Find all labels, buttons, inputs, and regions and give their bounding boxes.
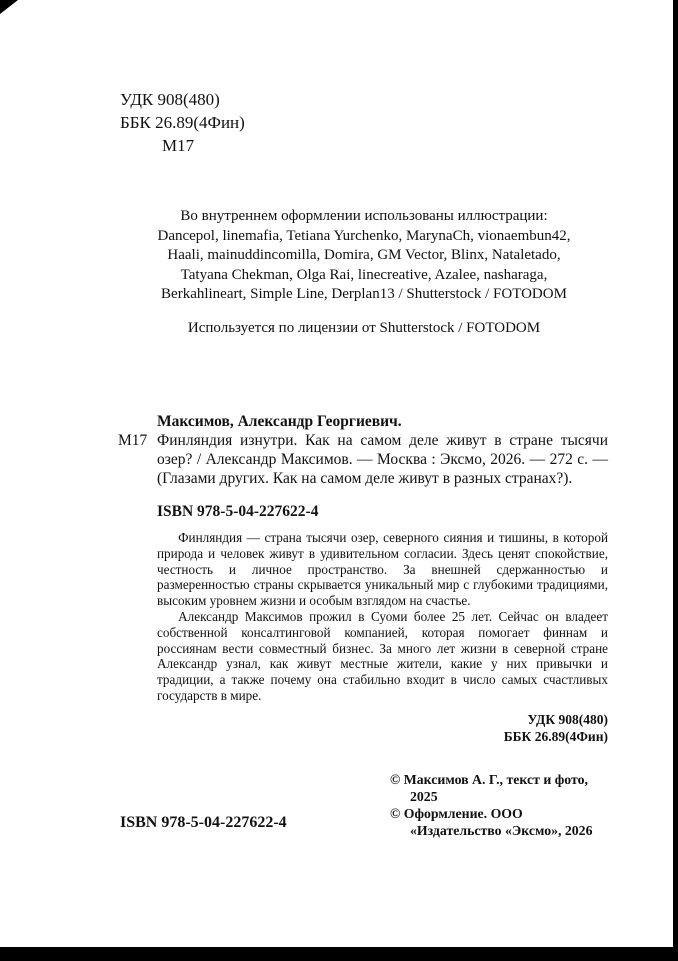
copyright-line: © Максимов А. Г., текст и фото, 2025: [390, 771, 588, 804]
bbk-code-bottom: ББК 26.89(4Фин): [503, 728, 608, 744]
catalog-author: Максимов, Александр Георгиевич.: [157, 413, 402, 430]
credits-line: Dancepol, linemafia, Tetiana Yurchenko, MarynaCh, vionaembun42,: [157, 227, 571, 244]
udk-code-bottom: УДК 908(480): [527, 711, 608, 727]
scan-edge-bottom: [0, 947, 678, 961]
scan-edge-right: [673, 0, 678, 961]
credits-heading: Во внутреннем оформлении использованы иллюстрации:: [180, 208, 548, 224]
catalog-isbn-text: ISBN 978-5-04-227622-4: [157, 503, 319, 520]
copyright-line: © Оформление. ООО «Издательство «Эксмо», 2026: [390, 805, 593, 838]
page-content: [120, 88, 608, 839]
scan-edge-top-left: [0, 0, 18, 14]
classification-codes-bottom: [120, 711, 608, 745]
annotation: [157, 530, 608, 704]
annotation-paragraph: Александр Максимов прожил в Суоми более 25 лет. Сейчас он владеет собственной консалтинговой компанией, которая помогает финнам и россиянам вести совместный бизнес. За много лет жизни в северной стране Александр узнал, как живут местные жители, какие у них привычки и традиции, а также почему она стабильно входит в число самых счастливых государств в мире.: [157, 608, 608, 703]
license-note: Используется по лицензии от Shutterstock / FOTODOM: [187, 319, 541, 336]
catalog-author-sign: М17: [118, 432, 148, 449]
classification-codes-top: [120, 88, 608, 157]
catalog-entry: [118, 412, 608, 488]
udk-code-top: УДК 908(480): [120, 90, 220, 109]
catalog-isbn: [157, 502, 608, 521]
bbk-code-top: ББК 26.89(4Фин): [120, 113, 245, 132]
author-sign-code-top: М17: [162, 136, 195, 155]
credits-line: Haali, mainuddincomilla, Domira, GM Vector, Blinx, Nataletado,: [167, 247, 561, 263]
credits-line: Tatyana Chekman, Olga Rai, linecreative, Azalee, nasharaga,: [180, 266, 548, 283]
annotation-paragraph: Финляндия — страна тысячи озер, северного сияния и тишины, в которой природа и человек живут в удивительном согласии. Здесь ценят спокойствие, честность и личное пространство. За внешней сдержанностью и размеренностью страны скрывается уникальный мир с глубокими традициями, высоким уровнем жизни и особым взглядом на счастье.: [157, 530, 608, 609]
copyright-block: [390, 771, 608, 839]
footer-row: [120, 771, 608, 839]
catalog-description: Финляндия изнутри. Как на самом деле живут в стране тысячи озер? / Александр Максимов. — Москва : Эксмо, 2026. — 272 с. — (Глазами других. Как на самом деле живут в разных странах?).: [157, 432, 608, 487]
footer-isbn: ISBN 978-5-04-227622-4: [120, 813, 287, 831]
credits-line: Berkahlineart, Simple Line, Derplan13 / Shutterstock / FOTODOM: [161, 286, 567, 302]
illustration-credits: [120, 207, 608, 305]
